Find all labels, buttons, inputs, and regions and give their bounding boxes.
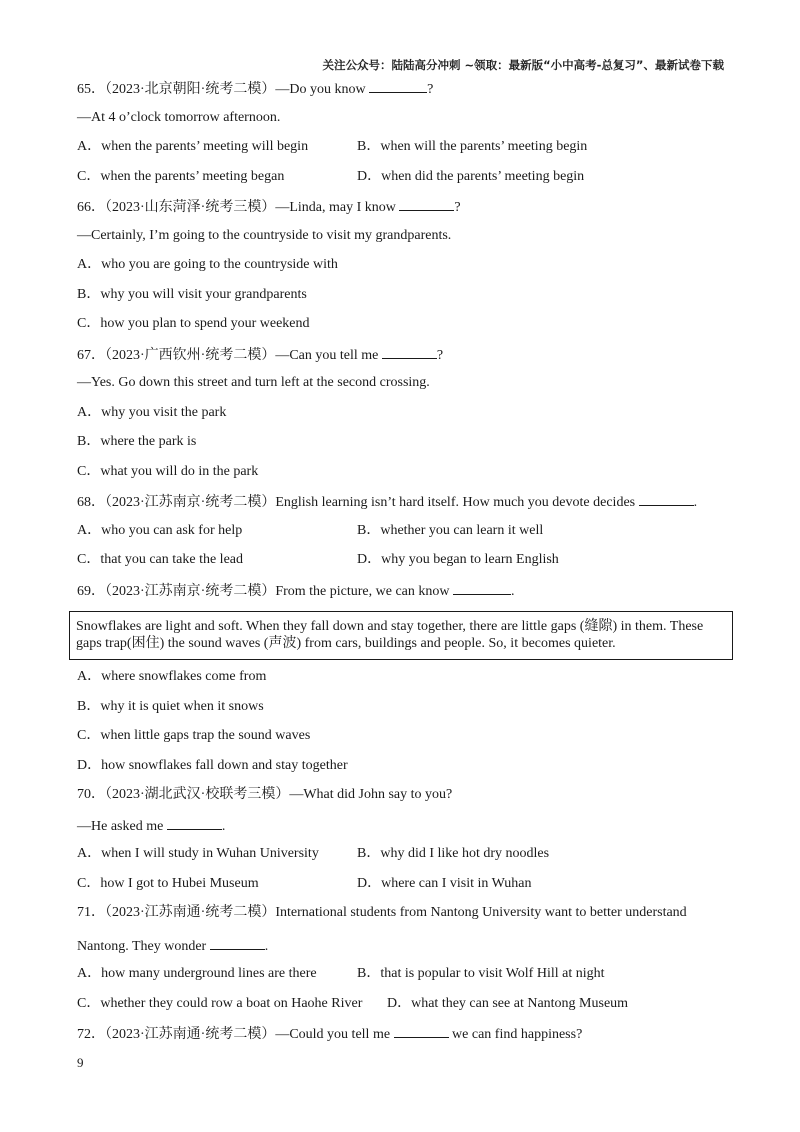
question-number: 72． [77, 1027, 105, 1042]
question-source: （2023·江苏南京·统考二模） [105, 495, 276, 510]
answer-blank[interactable] [639, 492, 694, 506]
option-a[interactable]: A．who you can ask for help [77, 522, 243, 538]
option-a[interactable]: A．when the parents’ meeting will begin [77, 139, 309, 154]
option-c[interactable]: C．whether they could row a boat on Haohe River [77, 995, 363, 1011]
option-c[interactable]: C．how you plan to spend your weekend [77, 316, 310, 331]
option-d[interactable]: D．when did the parents’ meeting begin [357, 168, 585, 184]
answer-blank[interactable] [210, 936, 265, 950]
question-70-options-ab [77, 845, 737, 875]
option-c[interactable]: C．what you will do in the park [77, 463, 259, 479]
option-c[interactable]: C．that you can take the lead [77, 552, 243, 567]
question-number: 66． [77, 200, 105, 215]
question-68-stem: 68．（2023·江苏南京·统考二模）English learning isn’t hard itself. How much you devote decides . [77, 492, 737, 522]
question-70-options-cd [77, 875, 737, 905]
option-a[interactable]: A．when I will study in Wuhan University [77, 846, 319, 861]
option-b[interactable]: B．that is popular to visit Wolf Hill at night [357, 966, 605, 981]
question-65-options-ab [77, 138, 737, 168]
page-header: 关注公众号：陆陆高分冲刺 ~领取：最新版“小中高考-总复习”、最新试卷下载 [322, 58, 724, 72]
page-number: 9 [77, 1055, 84, 1070]
question-65-stem: 65．（2023·北京朝阳·统考二模）—Do you know ? [77, 79, 737, 109]
question-source: （2023·江苏南通·统考二模） [105, 1027, 276, 1042]
question-source: （2023·江苏南通·统考二模） [105, 905, 276, 920]
question-source: （2023·广西钦州·统考二模） [105, 347, 276, 363]
answer-blank[interactable] [382, 345, 437, 359]
option-d[interactable]: D．how snowflakes fall down and stay together [77, 757, 348, 773]
question-number: 70． [77, 787, 105, 802]
reading-passage-box: Snowflakes are light and soft. When they fall down and stay together, there are little gaps (缝隙) in them. These gaps trap(困住) the sound waves (声波) from cars, buildings and people. So, it becomes quieter. [69, 611, 733, 660]
option-a[interactable]: A．where snowflakes come from [77, 669, 267, 684]
option-a[interactable]: A．how many underground lines are there [77, 966, 317, 981]
option-a[interactable]: A．why you visit the park [77, 404, 227, 420]
option-b[interactable]: B．why did I like hot dry noodles [357, 846, 550, 861]
question-68-options-ab [77, 522, 737, 552]
answer-blank[interactable] [399, 197, 454, 211]
question-number: 68． [77, 495, 105, 510]
question-71-options-cd [77, 995, 737, 1025]
question-number: 67． [77, 347, 105, 363]
answer-blank[interactable] [453, 581, 511, 595]
answer-blank[interactable] [167, 816, 222, 830]
answer-blank[interactable] [394, 1024, 449, 1038]
option-b[interactable]: B．why you will visit your grandparents [77, 286, 307, 302]
question-source: （2023·北京朝阳·统考二模） [105, 82, 276, 97]
question-71-options-ab [77, 965, 737, 995]
option-b[interactable]: B．whether you can learn it well [357, 522, 544, 538]
question-66-reply: —Certainly, I’m going to the countryside to visit my grandparents. [77, 227, 452, 243]
question-66-stem: 66．（2023·山东菏泽·统考三模）—Linda, may I know ? [77, 197, 737, 227]
question-number: 65． [77, 82, 105, 97]
option-b[interactable]: B．when will the parents’ meeting begin [357, 139, 588, 154]
question-71-stem: 71．（2023·江苏南通·统考二模）International students from Nantong University want to better understand [77, 905, 687, 920]
question-70-stem: 70．（2023·湖北武汉·校联考三模）—What did John say to you? [77, 787, 453, 802]
option-c[interactable]: C．when little gaps trap the sound waves [77, 728, 311, 743]
question-72-stem: 72．（2023·江苏南通·统考二模）—Could you tell me we can find happiness? [77, 1024, 737, 1054]
option-d[interactable]: D．why you began to learn English [357, 552, 559, 567]
question-69-stem: 69．（2023·江苏南京·统考二模）From the picture, we can know . [77, 581, 737, 611]
question-source: （2023·山东菏泽·统考三模） [105, 200, 276, 215]
question-71-stem-line2: Nantong. They wonder . [77, 936, 737, 966]
option-b[interactable]: B．why it is quiet when it snows [77, 698, 264, 714]
option-b[interactable]: B．where the park is [77, 434, 197, 449]
option-d[interactable]: D．where can I visit in Wuhan [357, 875, 532, 891]
option-d[interactable]: D．what they can see at Nantong Museum [387, 995, 629, 1011]
question-70-reply: —He asked me . [77, 816, 737, 846]
question-source: （2023·湖北武汉·校联考三模） [105, 787, 290, 802]
question-68-options-cd [77, 551, 737, 581]
question-number: 71． [77, 905, 105, 920]
option-c[interactable]: C．when the parents’ meeting began [77, 168, 285, 184]
option-c[interactable]: C．how I got to Hubei Museum [77, 875, 259, 891]
answer-blank[interactable] [369, 79, 427, 93]
question-list [77, 79, 737, 1054]
question-67-stem: 67．（2023·广西钦州·统考二模）—Can you tell me ? [77, 345, 737, 375]
question-67-reply: —Yes. Go down this street and turn left at the second crossing. [77, 375, 430, 390]
option-a[interactable]: A．who you are going to the countryside with [77, 257, 338, 272]
question-number: 69． [77, 583, 105, 599]
question-source: （2023·江苏南京·统考二模） [105, 583, 276, 599]
question-65-options-cd [77, 168, 737, 198]
question-65-reply: —At 4 o’clock tomorrow afternoon. [77, 109, 281, 125]
